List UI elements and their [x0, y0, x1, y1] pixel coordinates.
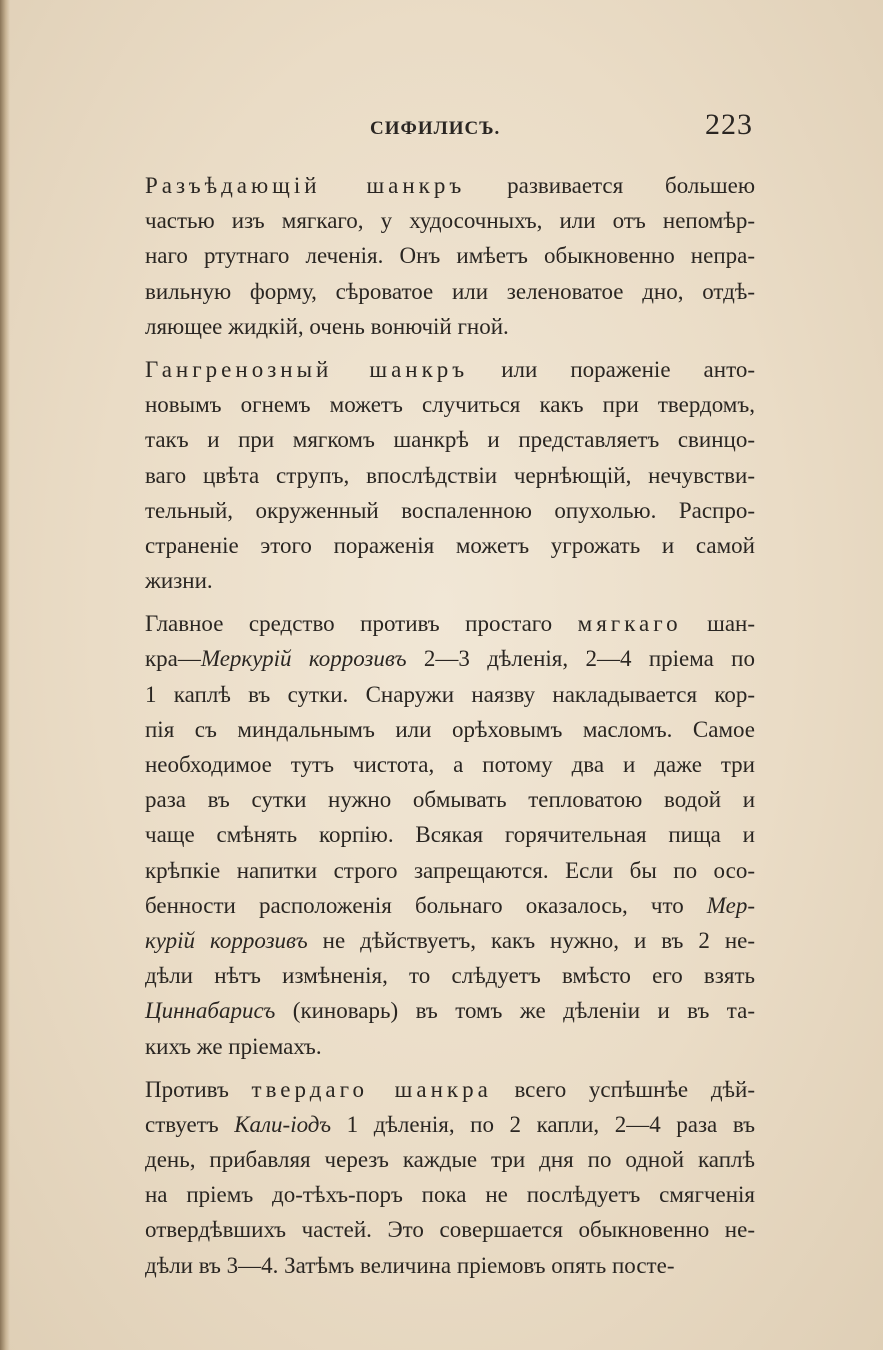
text-line	[145, 1029, 755, 1064]
spaced-term: Гангренозный шанкръ	[145, 356, 469, 382]
text-line	[145, 923, 755, 958]
italic-term: Мер-	[706, 892, 755, 918]
text-span: развивается большею	[465, 173, 756, 198]
text-span: пія съ миндальнымъ или орѣховымъ масломъ. Самое	[145, 716, 755, 742]
text-span: крѣпкіе напитки строго запрещаются. Если бы по осо-	[145, 857, 755, 883]
text-line	[145, 888, 755, 923]
text-span: (киноварь) въ томъ же дѣленіи и въ та-	[275, 998, 755, 1024]
text-span: шан-	[681, 611, 755, 637]
text-line	[145, 1177, 755, 1212]
text-span: ствуетъ	[145, 1111, 235, 1137]
paragraph	[145, 352, 755, 598]
text-span: вильную форму, сѣроватое или зеленоватое дно, отдѣ-	[145, 278, 755, 304]
text-span: необходимое тутъ чистота, а потому два и даже три	[145, 752, 755, 777]
text-span: ляющее жидкій, очень вонючій гной.	[145, 313, 509, 339]
text-line	[145, 1248, 755, 1283]
text-span: 2—3 дѣленія, 2—4 пріема по	[406, 646, 755, 672]
paragraph-gap	[145, 344, 755, 352]
text-line	[145, 528, 755, 563]
text-span: ваго цвѣта струпъ, впослѣдствіи чернѣющій, нечувстви-	[145, 462, 755, 488]
text-span: на пріемъ до-тѣхъ-поръ пока не послѣдуетъ смягченія	[145, 1182, 755, 1208]
text-span: кра—	[145, 646, 201, 672]
running-title: СИФИЛИСЪ.	[370, 118, 501, 139]
italic-term: курій коррозивъ	[145, 927, 308, 953]
text-line	[145, 493, 755, 528]
text-span: отвердѣвшихъ частей. Это совершается обыкновенно не-	[145, 1217, 755, 1243]
text-line	[145, 606, 755, 641]
text-span: раза въ сутки нужно обмывать тепловатою водой и	[145, 787, 755, 813]
italic-term: Циннабарисъ	[145, 998, 276, 1024]
text-line	[145, 958, 755, 993]
paragraph-gap	[145, 1064, 755, 1072]
text-line	[145, 747, 755, 782]
body-text	[145, 168, 755, 1283]
spaced-term: мягкаго	[577, 611, 682, 637]
text-line	[145, 782, 755, 817]
text-span: Противъ	[145, 1076, 252, 1102]
italic-term: Меркурій коррозивъ	[200, 646, 407, 672]
text-line	[145, 168, 755, 203]
text-line	[145, 238, 755, 273]
text-line	[145, 1072, 755, 1107]
text-span: жизни.	[145, 568, 213, 594]
text-span: тельный, окруженный воспаленною опухолью. Распро-	[145, 497, 755, 523]
text-span: наго ртутнаго леченія. Онъ имѣетъ обыкновенно непра-	[145, 243, 755, 269]
page-number: 223	[705, 108, 753, 141]
text-span: не дѣйствуетъ, какъ нужно, и въ 2 не-	[307, 927, 755, 953]
text-line	[145, 422, 755, 457]
text-span: день, прибавляя черезъ каждые три дня по одной каплѣ	[145, 1147, 755, 1173]
text-line	[145, 387, 755, 422]
text-line	[145, 203, 755, 238]
paragraph	[145, 1072, 755, 1283]
text-line	[145, 1212, 755, 1247]
paragraph	[145, 168, 755, 344]
text-span: новымъ огнемъ можетъ случиться какъ при твердомъ,	[145, 392, 755, 418]
text-span: всего успѣшнѣе дѣй-	[491, 1076, 755, 1102]
text-span: кихъ же пріемахъ.	[145, 1033, 322, 1059]
page-binding-edge	[0, 0, 10, 1350]
text-line	[145, 641, 755, 676]
page-header	[148, 108, 753, 148]
text-line	[145, 817, 755, 852]
text-span: 1 каплѣ въ сутки. Снаружи наязву накладывается кор-	[145, 681, 755, 707]
text-span: частью изъ мягкаго, у худосочныхъ, или отъ непомѣр-	[145, 208, 755, 234]
text-line	[145, 352, 755, 387]
text-span: такъ и при мягкомъ шанкрѣ и представляетъ свинцо-	[145, 427, 755, 453]
text-line	[145, 309, 755, 344]
text-line	[145, 993, 755, 1028]
text-line	[145, 458, 755, 493]
text-line	[145, 677, 755, 712]
text-span: 1 дѣленія, по 2 капли, 2—4 раза въ	[331, 1111, 755, 1137]
spaced-term: Разъѣдающій шанкръ	[145, 173, 466, 198]
italic-term: Кали-іодъ	[234, 1111, 332, 1137]
text-line	[145, 563, 755, 598]
text-span: дѣли въ 3—4. Затѣмъ величина пріемовъ опять посте-	[145, 1252, 675, 1278]
text-span: страненіе этого пораженія можетъ угрожать и самой	[145, 532, 755, 558]
text-span: чаще смѣнять корпію. Всякая горячительная пища и	[145, 822, 755, 848]
text-span: или пораженіе анто-	[468, 356, 755, 382]
text-line	[145, 1107, 755, 1142]
paragraph	[145, 606, 755, 1063]
paragraph-gap	[145, 598, 755, 606]
text-line	[145, 853, 755, 888]
spaced-term: твердаго шанкра	[251, 1076, 492, 1102]
text-line	[145, 1142, 755, 1177]
text-span: бенности расположенія больнаго оказалось, что	[145, 892, 707, 918]
text-line	[145, 712, 755, 747]
text-span: дѣли нѣтъ измѣненія, то слѣдуетъ вмѣсто его взять	[145, 963, 755, 989]
text-span: Главное средство противъ простаго	[145, 611, 578, 637]
text-line	[145, 274, 755, 309]
